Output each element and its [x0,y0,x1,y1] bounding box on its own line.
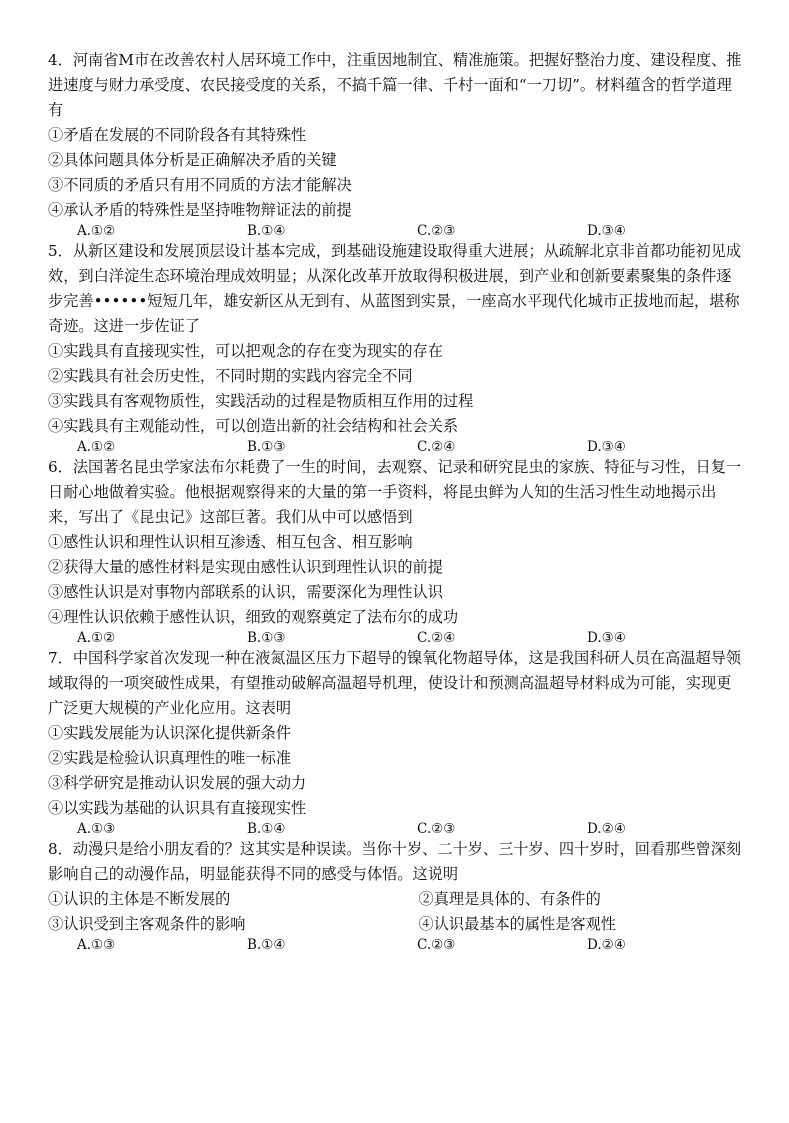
option-statement: ②实践是检验认识真理性的唯一标准 [48,749,291,767]
question-6 [0,455,789,646]
question-5 [0,239,789,455]
choice-c[interactable]: C.②③ [417,937,456,953]
choice-c[interactable]: C.②③ [417,821,456,837]
option-statement: ③科学研究是推动认识发展的强大动力 [48,774,307,792]
question-stem: 4．河南省M市在改善农村人居环境工作中，注重因地制宜、精准施策。把握好整治力度、建设程度、推进速度与财力承受度、农民接受度的关系，不搞千篇一律、千村一面和“一刀切”。材料蕴含的哲学道理有 [48,51,742,119]
option-statement: ③感性认识是对事物内部联系的认识，需要深化为理性认识 [48,583,443,601]
question-7 [0,646,789,837]
option-statement: ①矛盾在发展的不同阶段各有其特殊性 [48,126,307,144]
option-statement: ②实践具有社会历史性，不同时期的实践内容完全不同 [48,367,413,385]
option-row [0,887,789,912]
answer-choices [0,223,789,239]
choice-c[interactable]: C.②③ [417,223,456,239]
question-stem: 5．从新区建设和发展顶层设计基本完成，到基础设施建设取得重大进展；从疏解北京非首都功能初见成效，到白洋淀生态环境治理成效明显；从深化改革开放取得积极进展，到产业和创新要素聚集的条件逐步完善••••••短短几年，雄安新区从无到有、从蓝图到实景，一座高水平现代化城市正拔地而起，堪称奇迹。这进一步佐证了 [48,242,742,335]
answer-choices [0,439,789,455]
answer-choices [0,937,789,953]
question-4 [0,48,789,239]
choice-a[interactable]: A.①② [77,630,116,646]
choice-b[interactable]: B.①④ [247,937,286,953]
option-statement: ④认识最基本的属性是客观性 [418,915,616,933]
exam-page [0,48,789,953]
option-statement: ①认识的主体是不断发展的 [48,890,231,908]
choice-c[interactable]: C.②④ [417,439,456,455]
question-stem: 8．动漫只是给小朋友看的？这其实是种误读。当你十岁、二十岁、三十岁、四十岁时，回看那些曾深刻影响自己的动漫作品，明显能获得不同的感受与体悟。这说明 [48,840,742,883]
option-statement: ③认识受到主客观条件的影响 [48,915,246,933]
choice-d[interactable]: D.②④ [587,937,626,953]
option-statement: ④理性认识依赖于感性认识，细致的观察奠定了法布尔的成功 [48,608,459,626]
choice-a[interactable]: A.①② [77,223,116,239]
option-statement: ①实践发展能为认识深化提供新条件 [48,724,291,742]
choice-a[interactable]: A.①③ [77,821,116,837]
choice-d[interactable]: D.②④ [587,821,626,837]
choice-c[interactable]: C.②④ [417,630,456,646]
option-statement: ④承认矛盾的特殊性是坚持唯物辩证法的前提 [48,201,352,219]
option-statement: ③不同质的矛盾只有用不同质的方法才能解决 [48,176,352,194]
answer-choices [0,821,789,837]
question-stem: 7．中国科学家首次发现一种在液氮温区压力下超导的镍氧化物超导体，这是我国科研人员在高温超导领域取得的一项突破性成果，有望推动破解高温超导机理，使设计和预测高温超导材料成为可能，实现更广泛更大规模的产业化应用。这表明 [48,649,742,717]
choice-b[interactable]: B.①③ [247,630,286,646]
choice-d[interactable]: D.③④ [587,630,626,646]
option-statement: ④以实践为基础的认识具有直接现实性 [48,799,307,817]
question-stem: 6．法国著名昆虫学家法布尔耗费了一生的时间，去观察、记录和研究昆虫的家族、特征与习性，日复一日耐心地做着实验。他根据观察得来的大量的第一手资料，将昆虫鲜为人知的生活习性生动地揭示出来，写出了《昆虫记》这部巨著。我们从中可以感悟到 [48,458,742,526]
option-statement: ②真理是具体的、有条件的 [418,890,601,908]
choice-d[interactable]: D.③④ [587,439,626,455]
option-statement: ②具体问题具体分析是正确解决矛盾的关键 [48,151,337,169]
option-statement: ④实践具有主观能动性，可以创造出新的社会结构和社会关系 [48,417,459,435]
choice-d[interactable]: D.③④ [587,223,626,239]
choice-b[interactable]: B.①③ [247,439,286,455]
choice-a[interactable]: A.①② [77,439,116,455]
choice-b[interactable]: B.①④ [247,821,286,837]
choice-b[interactable]: B.①④ [247,223,286,239]
choice-a[interactable]: A.①③ [77,937,116,953]
question-8 [0,837,789,953]
option-statement: ②获得大量的感性材料是实现由感性认识到理性认识的前提 [48,558,443,576]
answer-choices [0,630,789,646]
option-statement: ①实践具有直接现实性，可以把观念的存在变为现实的存在 [48,342,443,360]
option-statement: ③实践具有客观物质性，实践活动的过程是物质相互作用的过程 [48,392,474,410]
option-statement: ①感性认识和理性认识相互渗透、相互包含、相互影响 [48,533,413,551]
option-row [0,912,789,937]
